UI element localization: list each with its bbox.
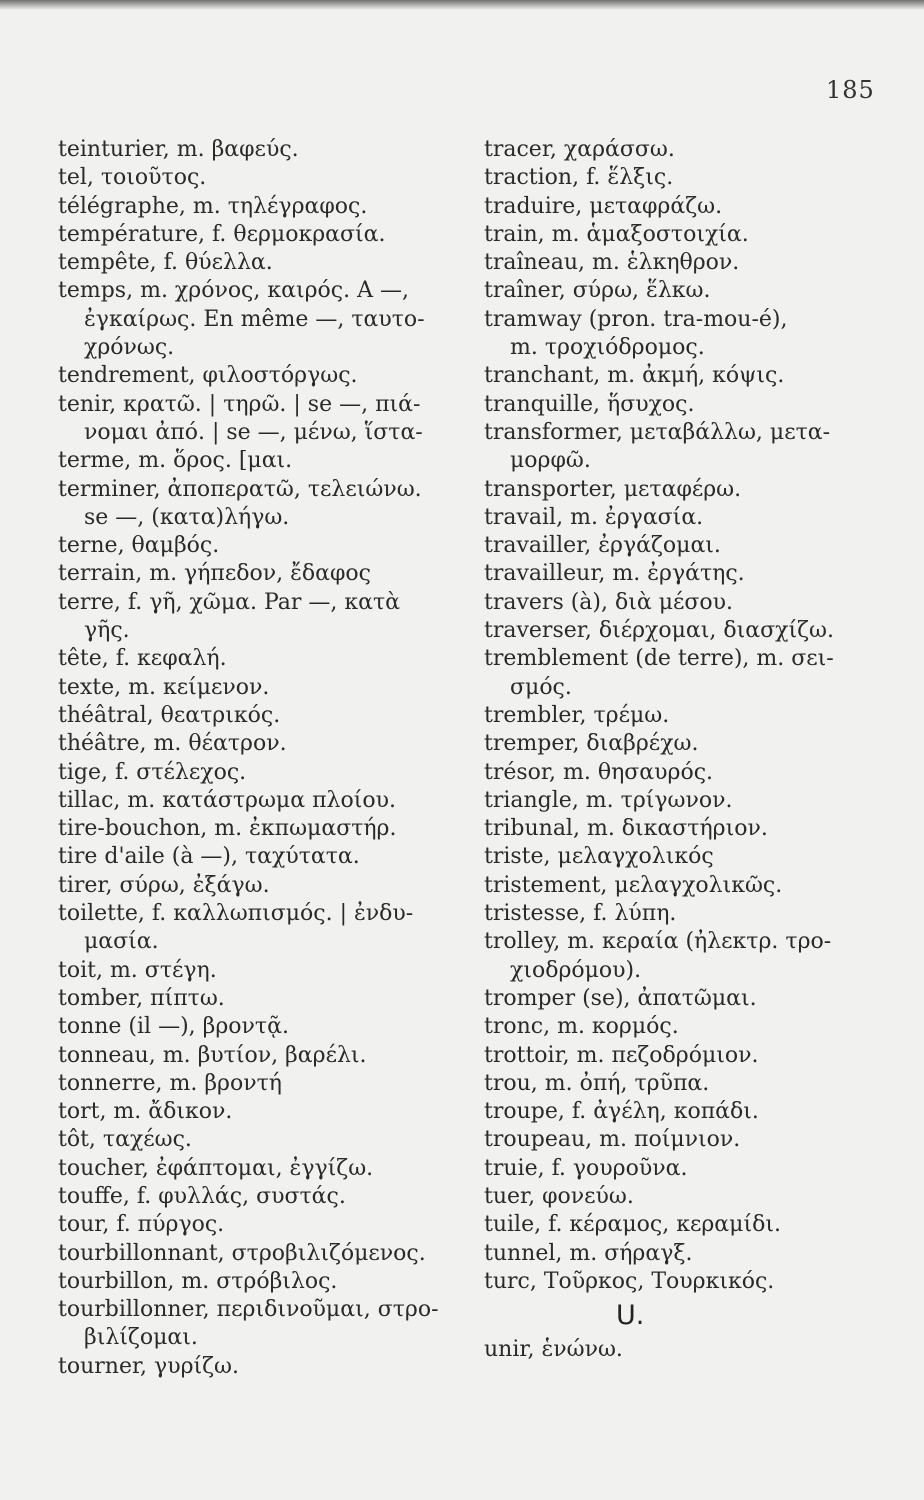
dictionary-entry: télégraphe, m. τηλέγραφος. xyxy=(58,193,368,219)
dictionary-entry: traduire, μεταφράζω. xyxy=(484,193,723,219)
dictionary-entry: travers (à), διὰ μέσου. xyxy=(484,589,734,615)
entry-continuation: ἐγκαίρως. En même —, ταυτο- xyxy=(84,306,425,332)
dictionary-entry: tête, f. κεφαλή. xyxy=(58,646,227,672)
dictionary-entry: théâtral, θεατρικός. xyxy=(58,702,281,728)
entry-continuation: μορφῶ. xyxy=(510,448,591,474)
dictionary-entry: toit, m. στέγη. xyxy=(58,957,217,983)
dictionary-entry: troupeau, m. ποίμνιον. xyxy=(484,1127,741,1153)
dictionary-entry: terminer, ἀποπερατῶ, τελειώνω. xyxy=(58,476,422,502)
dictionary-entry: tuile, f. κέραμος, κεραμίδι. xyxy=(484,1212,781,1238)
dictionary-entry: tremblement (de terre), m. σει- xyxy=(484,646,834,672)
dictionary-entry: terre, f. γῆ, χῶμα. Par —, κατὰ xyxy=(58,589,401,615)
dictionary-entry: tramway (pron. tra-mou-é), xyxy=(484,306,788,332)
dictionary-entry: tour, f. πύργος. xyxy=(58,1212,225,1238)
dictionary-entry: turc, Τοῦρκος, Τουρκικός. xyxy=(484,1268,775,1294)
dictionary-entry: tristement, μελαγχολικῶς. xyxy=(484,872,783,898)
dictionary-entry: trembler, τρέμω. xyxy=(484,702,670,728)
dictionary-entry: terne, θαμβός. xyxy=(58,533,220,559)
dictionary-entry: tempête, f. θύελλα. xyxy=(58,250,273,276)
dictionary-entry: tremper, διαβρέχω. xyxy=(484,731,699,757)
dictionary-entry: touffe, f. φυλλάς, συστάς. xyxy=(58,1183,346,1209)
dictionary-entry: tonnerre, m. βροντή xyxy=(58,1070,282,1096)
dictionary-entry: trou, m. ὀπή, τρῦπα. xyxy=(484,1070,710,1096)
entry-continuation: βιλίζομαι. xyxy=(84,1325,198,1351)
entry-continuation: μασία. xyxy=(84,929,159,955)
right-column-entries xyxy=(484,136,904,1296)
dictionary-entry: triste, μελαγχολικός xyxy=(484,844,714,870)
dictionary-entry: truie, f. γουροῦνα. xyxy=(484,1155,688,1181)
dictionary-entry: tonne (il —), βροντᾷ. xyxy=(58,1014,289,1040)
right-column-entries-after xyxy=(484,1336,904,1364)
dictionary-entry: triangle, m. τρίγωνον. xyxy=(484,787,733,813)
page-top-edge xyxy=(0,0,924,10)
dictionary-entry: tourbillon, m. στρόβιλος. xyxy=(58,1268,338,1294)
entry-continuation: σμός. xyxy=(510,674,572,700)
dictionary-entry: trésor, m. θησαυρός. xyxy=(484,759,714,785)
dictionary-entry: tristesse, f. λύπη. xyxy=(484,901,677,927)
dictionary-entry: tuer, φονεύω. xyxy=(484,1183,634,1209)
dictionary-entry: tomber, πίπτω. xyxy=(58,985,225,1011)
entry-continuation: se —, (κατα)λήγω. xyxy=(84,504,290,530)
dictionary-entry: tourbillonner, περιδινοῦμαι, στρο- xyxy=(58,1297,439,1323)
dictionary-entry: toucher, ἐφάπτομαι, ἐγγίζω. xyxy=(58,1155,374,1181)
dictionary-entry: train, m. ἁμαξοστοιχία. xyxy=(484,221,749,247)
dictionary-entry: terme, m. ὅρος. [μαι. xyxy=(58,448,293,474)
dictionary-entry: toilette, f. καλλωπισμός. | ἐνδυ- xyxy=(58,901,414,927)
dictionary-entry: tranchant, m. ἀκμή, κόψις. xyxy=(484,363,785,389)
dictionary-entry: traverser, διέρχομαι, διασχίζω. xyxy=(484,618,834,644)
dictionary-entry: troupe, f. ἀγέλη, κοπάδι. xyxy=(484,1099,759,1125)
dictionary-entry: tracer, χαράσσω. xyxy=(484,137,675,162)
dictionary-entry: tel, τοιοῦτος. xyxy=(58,165,207,191)
dictionary-entry: transformer, μεταβάλλω, μετα- xyxy=(484,419,831,445)
dictionary-entry: tige, f. στέλεχος. xyxy=(58,759,247,785)
dictionary-entry: tôt, ταχέως. xyxy=(58,1127,192,1153)
dictionary-entry: tillac, m. κατάστρωμα πλοίου. xyxy=(58,787,396,813)
dictionary-entry: temps, m. χρόνος, καιρός. A —, xyxy=(58,278,409,304)
dictionary-entry: travailleur, m. ἐργάτης. xyxy=(484,561,745,587)
entry-continuation: m. τροχιόδρομος. xyxy=(510,335,705,361)
entry-continuation: χιοδρόμου). xyxy=(510,957,642,983)
dictionary-entry: tunnel, m. σήραγξ. xyxy=(484,1240,693,1266)
dictionary-entry: tenir, κρατῶ. | τηρῶ. | se —, πιά- xyxy=(58,391,421,417)
dictionary-entry: trottoir, m. πεζοδρόμιον. xyxy=(484,1042,759,1068)
dictionary-entry: tirer, σύρω, ἐξάγω. xyxy=(58,872,270,898)
dictionary-entry: tronc, m. κορμός. xyxy=(484,1014,679,1040)
page-number: 185 xyxy=(826,76,875,104)
dictionary-entry: tort, m. ἄδικον. xyxy=(58,1099,233,1125)
entry-continuation: νομαι ἀπό. | se —, μένω, ἵστα- xyxy=(84,419,423,445)
dictionary-entry: théâtre, m. θέατρον. xyxy=(58,731,287,757)
dictionary-entry: tranquille, ἥσυχος. xyxy=(484,391,695,417)
dictionary-entry: traîner, σύρω, ἕλκω. xyxy=(484,278,711,304)
dictionary-entry: traction, f. ἕλξις. xyxy=(484,165,674,191)
dictionary-entry: texte, m. κείμενον. xyxy=(58,674,270,700)
dictionary-entry: trolley, m. κεραία (ἠλεκτρ. τρο- xyxy=(484,929,832,955)
dictionary-entry: travail, m. ἐργασία. xyxy=(484,504,704,530)
right-column xyxy=(484,136,904,1364)
left-column xyxy=(58,136,478,1381)
dictionary-entry: tromper (se), ἀπατῶμαι. xyxy=(484,985,757,1011)
dictionary-entry: unir, ἑνώνω. xyxy=(484,1337,623,1363)
dictionary-entry: température, f. θερμοκρασία. xyxy=(58,221,386,247)
dictionary-entry: travailler, ἐργάζομαι. xyxy=(484,533,721,559)
dictionary-entry: tire d'aile (à —), ταχύτατα. xyxy=(58,844,360,870)
dictionary-entry: tourner, γυρίζω. xyxy=(58,1353,239,1379)
dictionary-entry: tonneau, m. βυτίον, βαρέλι. xyxy=(58,1042,367,1068)
dictionary-entry: terrain, m. γήπεδον, ἔδαφος xyxy=(58,561,371,587)
dictionary-entry: transporter, μεταφέρω. xyxy=(484,476,742,502)
section-heading: U. xyxy=(616,1300,645,1332)
dictionary-entry: tourbillonnant, στροβιλιζόμενος. xyxy=(58,1240,426,1266)
dictionary-entry: teinturier, m. βαφεύς. xyxy=(58,137,299,162)
dictionary-entry: tire-bouchon, m. ἐκπωμαστήρ. xyxy=(58,816,397,842)
entry-continuation: γῆς. xyxy=(84,618,130,644)
dictionary-entry: traîneau, m. ἑλκηθρον. xyxy=(484,250,740,276)
dictionary-entry: tribunal, m. δικαστήριον. xyxy=(484,816,768,842)
entry-continuation: χρόνως. xyxy=(84,335,175,361)
dictionary-entry: tendrement, φιλοστόργως. xyxy=(58,363,358,389)
